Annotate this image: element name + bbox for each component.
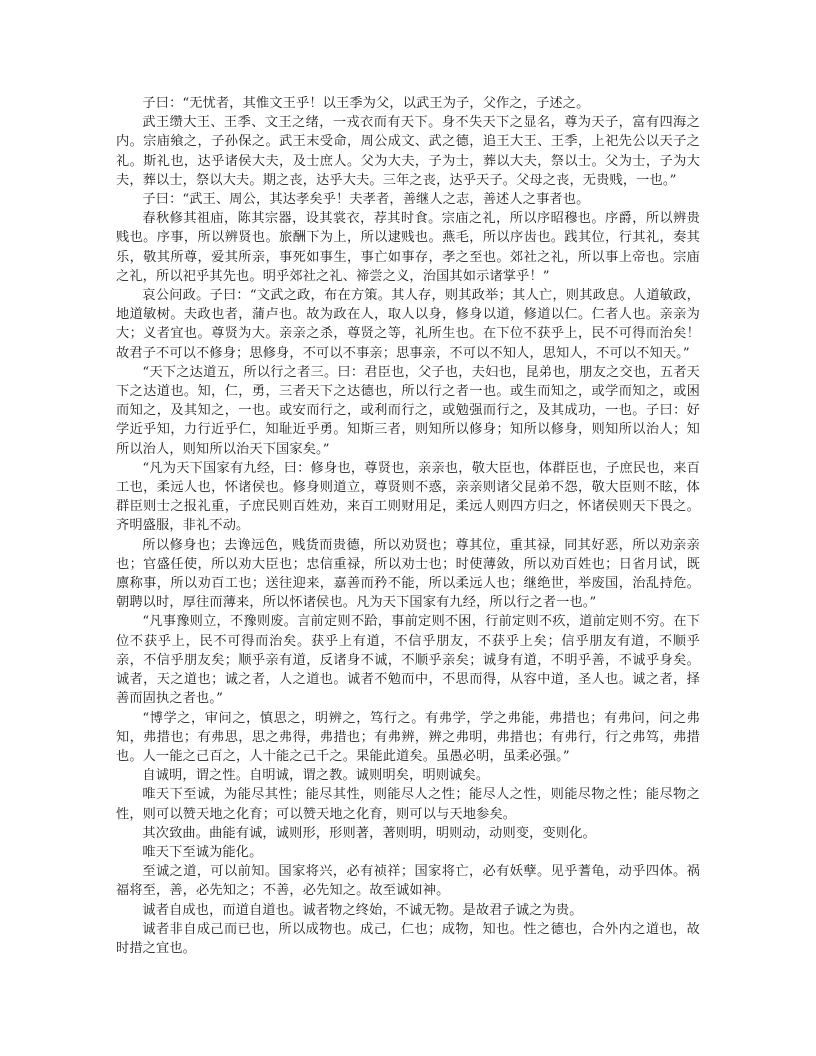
paragraph: 自诚明，谓之性。自明诚，谓之教。诚则明矣，明则诚矣。	[142, 768, 490, 784]
paragraph: “凡事豫则立，不豫则废。言前定则不跲，事前定则不困，行前定则不疚，道前定则不穷。在下位不获乎上，民不可得而治矣。获乎上有道，不信乎朋友，不获乎上矣；信乎朋友有道，不顺乎亲，不信乎朋友矣；顺乎亲有道，反诸身不诚，不顺乎亲矣；诚身有道，不明乎善，不诚乎身矣。诚者，天之道也；诚之者，人之道也。诚者不勉而中，不思而得，从容中道，圣人也。诚之者，择善而固执之者也。”	[116, 614, 700, 707]
paragraph: 子曰：“无忧者，其惟文王乎！以王季为父，以武王为子，父作之，子述之。	[142, 96, 590, 111]
paragraph: 子曰：“武王、周公，其达孝矣乎！夫孝者，善继人之志，善述人之事者也。	[142, 192, 590, 208]
paragraph: 武王缵大王、王季、文王之绪，一戎衣而有天下。身不失天下之显名，尊为天子，富有四海之内。宗庙飨之，子孙保之。武王末受命，周公成文、武之德，追王大王、王季，上祀先公以天子之礼。斯礼也，达乎诸侯大夫，及士庶人。父为大夫，子为士，葬以大夫，祭以士。父为士，子为大夫，葬以士，祭以大夫。期之丧，达乎大夫。三年之丧，达乎天子。父母之丧，无贵贱，一也。”	[116, 115, 700, 188]
paragraph: 唯天下至诚，为能尽其性；能尽其性，则能尽人之性；能尽人之性，则能尽物之性；能尽物之性，则可以赞天地之化育；可以赞天地之化育，则可以与天地参矣。	[116, 787, 700, 822]
paragraph: 至诚之道，可以前知。国家将兴，必有祯祥；国家将亡，必有妖孽。见乎蓍龟，动乎四体。祸福将至，善，必先知之；不善，必先知之。故至诚如神。	[116, 864, 700, 899]
paragraph: “博学之，审问之，慎思之，明辨之，笃行之。有弗学，学之弗能，弗措也；有弗问，问之弗知，弗措也；有弗思，思之弗得，弗措也；有弗辨，辨之弗明，弗措也；有弗行，行之弗笃，弗措也。人一能之己百之，人十能之己千之。果能此道矣。虽愚必明，虽柔必强。”	[116, 710, 700, 764]
document-body	[116, 94, 700, 958]
paragraph: 诚者非自成己而已也，所以成物也。成己，仁也；成物，知也。性之德也，合外内之道也，故时措之宜也。	[116, 921, 700, 956]
paragraph: 唯天下至诚为能化。	[142, 844, 263, 860]
paragraph: “凡为天下国家有九经，曰：修身也，尊贤也，亲亲也，敬大臣也，体群臣也，子庶民也，来百工也，柔远人也，怀诸侯也。修身则道立，尊贤则不惑，亲亲则诸父昆弟不怨，敬大臣则不眩，体群臣则士之报礼重，子庶民则百姓劝，来百工则财用足，柔远人则四方归之，怀诸侯则天下畏之。齐明盛服，非礼不动。	[116, 460, 700, 534]
paragraph: 哀公问政。子曰：“文武之政，布在方策。其人存，则其政举；其人亡，则其政息。人道敏政，地道敏树。夫政也者，蒲卢也。故为政在人，取人以身，修身以道，修道以仁。仁者人也。亲亲为大；义者宜也。尊贤为大。亲亲之杀，尊贤之等，礼所生也。在下位不获乎上，民不可得而治矣！故君子不可以不修身；思修身，不可以不事亲；思事亲，不可以不知人，思知人，不可以不知天。”	[116, 288, 700, 361]
paragraph: 春秋修其祖庙，陈其宗器，设其裳衣，荐其时食。宗庙之礼，所以序昭穆也。序爵，所以辨贵贱也。序事，所以辨贤也。旅酬下为上，所以逮贱也。燕毛，所以序齿也。践其位，行其礼，奏其乐，敬其所尊，爱其所亲，事死如事生，事亡如事存，孝之至也。郊社之礼，所以事上帝也。宗庙之礼，所以祀乎其先也。明乎郊社之礼、禘尝之义，治国其如示诸掌乎！”	[116, 211, 700, 284]
paragraph: 所以修身也；去谗远色，贱货而贵德，所以劝贤也；尊其位，重其禄，同其好恶，所以劝亲亲也；官盛任使，所以劝大臣也；忠信重禄，所以劝士也；时使薄敛，所以劝百姓也；日省月试，既廪称事，所以劝百工也；送往迎来，嘉善而矜不能，所以柔远人也；继绝世，举废国，治乱持危。朝聘以时，厚往而薄来，所以怀诸侯也。凡为天下国家有九经，所以行之者一也。”	[116, 537, 700, 611]
paragraph: 其次致曲。曲能有诚，诚则形，形则著，著则明，明则动，动则变，变则化。	[142, 825, 596, 841]
paragraph: “天下之达道五，所以行之者三。曰：君臣也，父子也，夫妇也，昆弟也，朋友之交也，五者天下之达道也。知，仁，勇，三者天下之达德也，所以行之者一也。或生而知之，或学而知之，或困而知之，及其知之，一也。或安而行之，或利而行之，或勉强而行之，及其成功，一也。子曰：好学近乎知，力行近乎仁，知耻近乎勇。知斯三者，则知所以修身；知所以修身，则知所以治人；知所以治人，则知所以治天下国家矣。”	[116, 364, 700, 457]
paragraph: 诚者自成也，而道自道也。诚者物之终始，不诚无物。是故君子诚之为贵。	[142, 902, 583, 918]
